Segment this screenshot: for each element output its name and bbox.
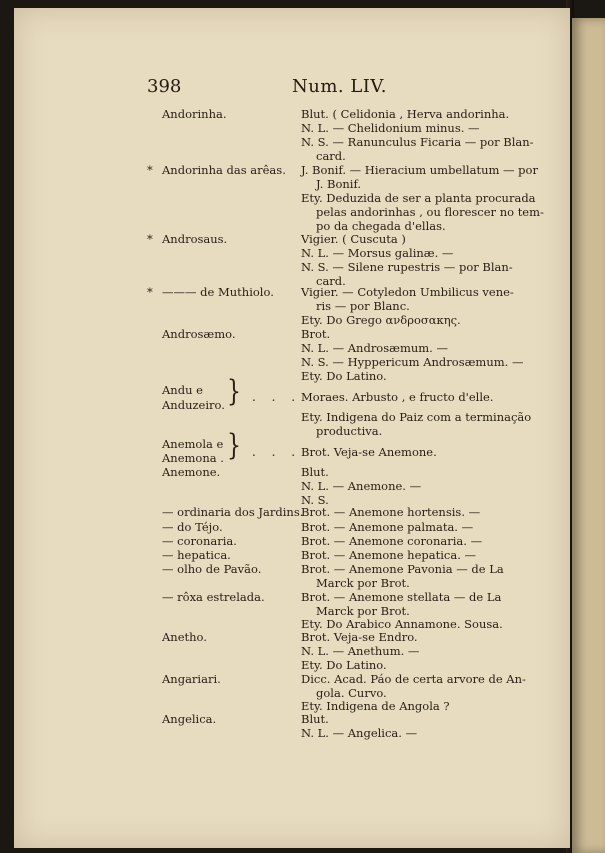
term-anduzeiro: Anduzeiro. xyxy=(162,398,225,412)
entry-line: Blut. xyxy=(301,712,329,726)
entry-line: card. xyxy=(316,274,346,288)
entry-line: Ety. Do Latino. xyxy=(301,369,387,383)
entry-line: N. L. — Chelidonium minus. — xyxy=(301,121,480,135)
entry-line: Ety. Deduzida de ser a planta procurada xyxy=(301,191,536,205)
entry-line: Ety. Indigena do Paiz com a terminação xyxy=(301,410,532,424)
entry-line: Marck por Brot. xyxy=(316,576,410,590)
page-number: 398 xyxy=(147,76,182,97)
entry-line: Brot. — Anemone Pavonia — de La xyxy=(301,562,504,576)
term-androsaemo: Androsæmo. xyxy=(162,327,236,341)
entry-line: Brot. — Anemone palmata. — xyxy=(301,520,474,534)
entry-line: Vigier. — Cotyledon Umbilicus vene- xyxy=(301,285,514,299)
term-angariari: Angariari. xyxy=(162,672,221,686)
entry-line: N. S. — Silene rupestris — por Blan- xyxy=(301,260,513,274)
entry-line: ris — por Blanc. xyxy=(316,299,410,313)
entry-line: N. S. — Hyppericum Androsæmum. — xyxy=(301,355,524,369)
entry-line: N. L. — Androsæmum. — xyxy=(301,341,448,355)
entry-line: N. L. — Angelica. — xyxy=(301,726,418,740)
term-anemone-tejo: — do Téjo. xyxy=(162,520,223,534)
term-anemone-olho-de-pavao: — olho de Pavão. xyxy=(162,562,262,576)
entry-line: N. S. xyxy=(301,493,329,507)
term-androsaus: * Androsaus. xyxy=(147,232,228,246)
term-anemone-coronaria: — coronaria. xyxy=(162,534,237,548)
entry-line: Brot. Veja-se Endro. xyxy=(301,630,418,644)
term-andorinha: Andorinha. xyxy=(162,107,227,121)
term-anemone-ordinaria: — ordinaria dos Jardins. xyxy=(162,505,304,519)
page-title: Num. LIV. xyxy=(292,76,387,97)
entry-line: N. L. — Morsus galinæ. — xyxy=(301,246,454,260)
leader-dots-anemola: . . . xyxy=(252,445,302,459)
entry-line: gola. Curvo. xyxy=(316,686,387,700)
term-angelica: Angelica. xyxy=(162,712,217,726)
entry-line: Vigier. ( Cuscuta ) xyxy=(301,232,406,246)
term-andu: Andu e xyxy=(162,383,203,397)
entry-line: Brot. — Anemone hortensis. — xyxy=(301,505,481,519)
term-anetho: Anetho. xyxy=(162,630,207,644)
entry-line: Dicc. Acad. Páo de certa arvore de An- xyxy=(301,672,526,686)
term-anemone: Anemone. xyxy=(162,465,221,479)
term-de-muthiolo: * ——— de Muthiolo. xyxy=(147,285,274,299)
entry-line: Brot. xyxy=(301,327,331,341)
entry-line: productiva. xyxy=(316,424,383,438)
entry-line: Marck por Brot. xyxy=(316,604,410,618)
leader-dots-andu: . . . xyxy=(252,390,302,404)
term-anemone-roxa-estrelada: — rôxa estrelada. xyxy=(162,590,265,604)
term-anemona: Anemona . xyxy=(162,451,224,465)
entry-line: Ety. Do Latino. xyxy=(301,658,387,672)
entry-line: po da chegada d'ellas. xyxy=(316,219,446,233)
entry-line: card. xyxy=(316,149,346,163)
term-anemola: Anemola e xyxy=(162,437,224,451)
entry-line: Ety. Indigena de Angola ? xyxy=(301,699,450,713)
brace-anemola: } xyxy=(227,430,241,463)
entry-line: Brot. — Anemone stellata — de La xyxy=(301,590,502,604)
entry-line: Brot. Veja-se Anemone. xyxy=(301,445,437,459)
entry-line: Blut. ( Celidonia , Herva andorinha. xyxy=(301,107,510,121)
term-anemone-hepatica: — hepatica. xyxy=(162,548,231,562)
entry-line: Moraes. Arbusto , e fructo d'elle. xyxy=(301,390,494,404)
entry-line: J. Bonif. xyxy=(316,177,361,191)
entry-line: Ety. Do Grego ανδροσακης. xyxy=(301,313,461,327)
entry-line: Brot. — Anemone coronaria. — xyxy=(301,534,483,548)
brace-andu: } xyxy=(227,376,241,409)
entry-line: Ety. Do Arabico Annamone. Sousa. xyxy=(301,617,503,631)
entry-line: J. Bonif. — Hieracium umbellatum — por xyxy=(301,163,538,177)
entry-line: N. L. — Anethum. — xyxy=(301,644,420,658)
entry-line: pelas andorinhas , ou florescer no tem- xyxy=(316,205,544,219)
entry-line: Blut. xyxy=(301,465,329,479)
entry-line: Brot. — Anemone hepatica. — xyxy=(301,548,477,562)
entry-line: N. L. — Anemone. — xyxy=(301,479,422,493)
entry-line: N. S. — Ranunculus Ficaria — por Blan- xyxy=(301,135,534,149)
term-andorinha-das-areas: * Andorinha das arêas. xyxy=(147,163,286,177)
